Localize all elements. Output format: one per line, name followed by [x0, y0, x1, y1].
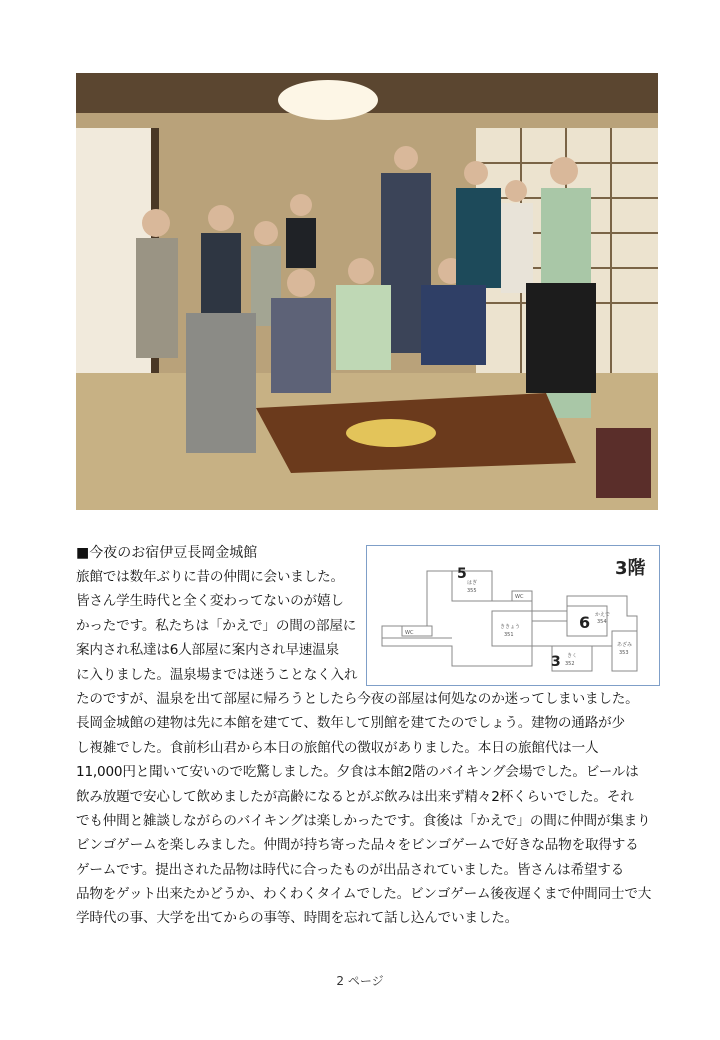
room-number: 353	[619, 650, 629, 656]
room-number: 351	[504, 632, 514, 638]
text-line: し複雑でした。食前杉山君から本日の旅館代の徴収がありました。本日の旅館代は一人	[76, 739, 599, 756]
text-line: 皆さん学生時代と全く変わってないのが嬉し	[76, 593, 344, 610]
text-line: ゲームです。提出された品物は時代に合ったものが出品されていました。皆さんは希望する	[76, 861, 625, 878]
room-name: きく	[567, 653, 578, 659]
room-name: はぎ	[467, 580, 478, 586]
room-mark: 6	[579, 613, 591, 632]
room-name: あざみ	[617, 642, 633, 648]
text-line: に入りました。温泉場までは迷うことなく入れ	[76, 666, 358, 683]
text-line: かったです。私たちは「かえで」の間の部屋に	[76, 617, 357, 634]
text-line: ビンゴゲームを楽しみました。仲間が持ち寄った品々をビンゴゲームで好きな品物を取得する	[76, 837, 639, 854]
text-line: 旅館では数年ぶりに昔の仲間に会いました。	[76, 569, 344, 585]
room-number: 355	[467, 588, 477, 594]
text-line: 学時代の事、大学を出てからの事等、時間を忘れて話し込んでいました。	[76, 910, 518, 927]
group-photo-icon	[76, 73, 658, 510]
text-line: 品物をゲット出来たかどうか、わくわくタイムでした。ビンゴゲーム後夜遅くまで仲間同士で大	[76, 886, 652, 903]
text-line: 長岡金城館の建物は先に本館を建てて、数年して別館を建てたのでしょう。建物の通路が少	[76, 715, 625, 732]
text-line: 飲み放題で安心して飲めましたが高齢になるとがぶ飲みは出来ず精々2杯くらいでした。それ	[76, 788, 634, 805]
room-name: かえで	[595, 612, 611, 618]
floor-map	[366, 545, 660, 686]
room-number: 352	[565, 661, 575, 667]
room-name: ききょう	[500, 624, 521, 630]
room-mark: 3	[551, 654, 561, 670]
page-number: 2 ページ	[336, 974, 384, 988]
text-line: 案内され私達は6人部屋に案内され早速温泉	[76, 642, 339, 659]
floor-label: 3階	[615, 558, 646, 579]
wc-label: WC	[515, 594, 524, 600]
wc-label: WC	[405, 630, 414, 636]
room-number: 354	[597, 619, 607, 625]
text-line: でも仲間と雑談しながらのバイキングは楽しかったです。食後は「かえで」の間に仲間が集まり	[76, 812, 651, 829]
room-mark: 5	[457, 566, 467, 582]
group-photo	[76, 73, 658, 510]
text-line: 11,000円と聞いて安いので吃驚しました。夕食は本館2階のバイキング会場でした。ビールは	[76, 764, 639, 781]
text-line: たのですが、温泉を出て部屋に帰ろうとしたら今夜の部屋は何処なのか迷ってしまいました。	[76, 690, 639, 707]
article-heading: ■今夜のお宿伊豆長岡金城館	[76, 545, 258, 561]
